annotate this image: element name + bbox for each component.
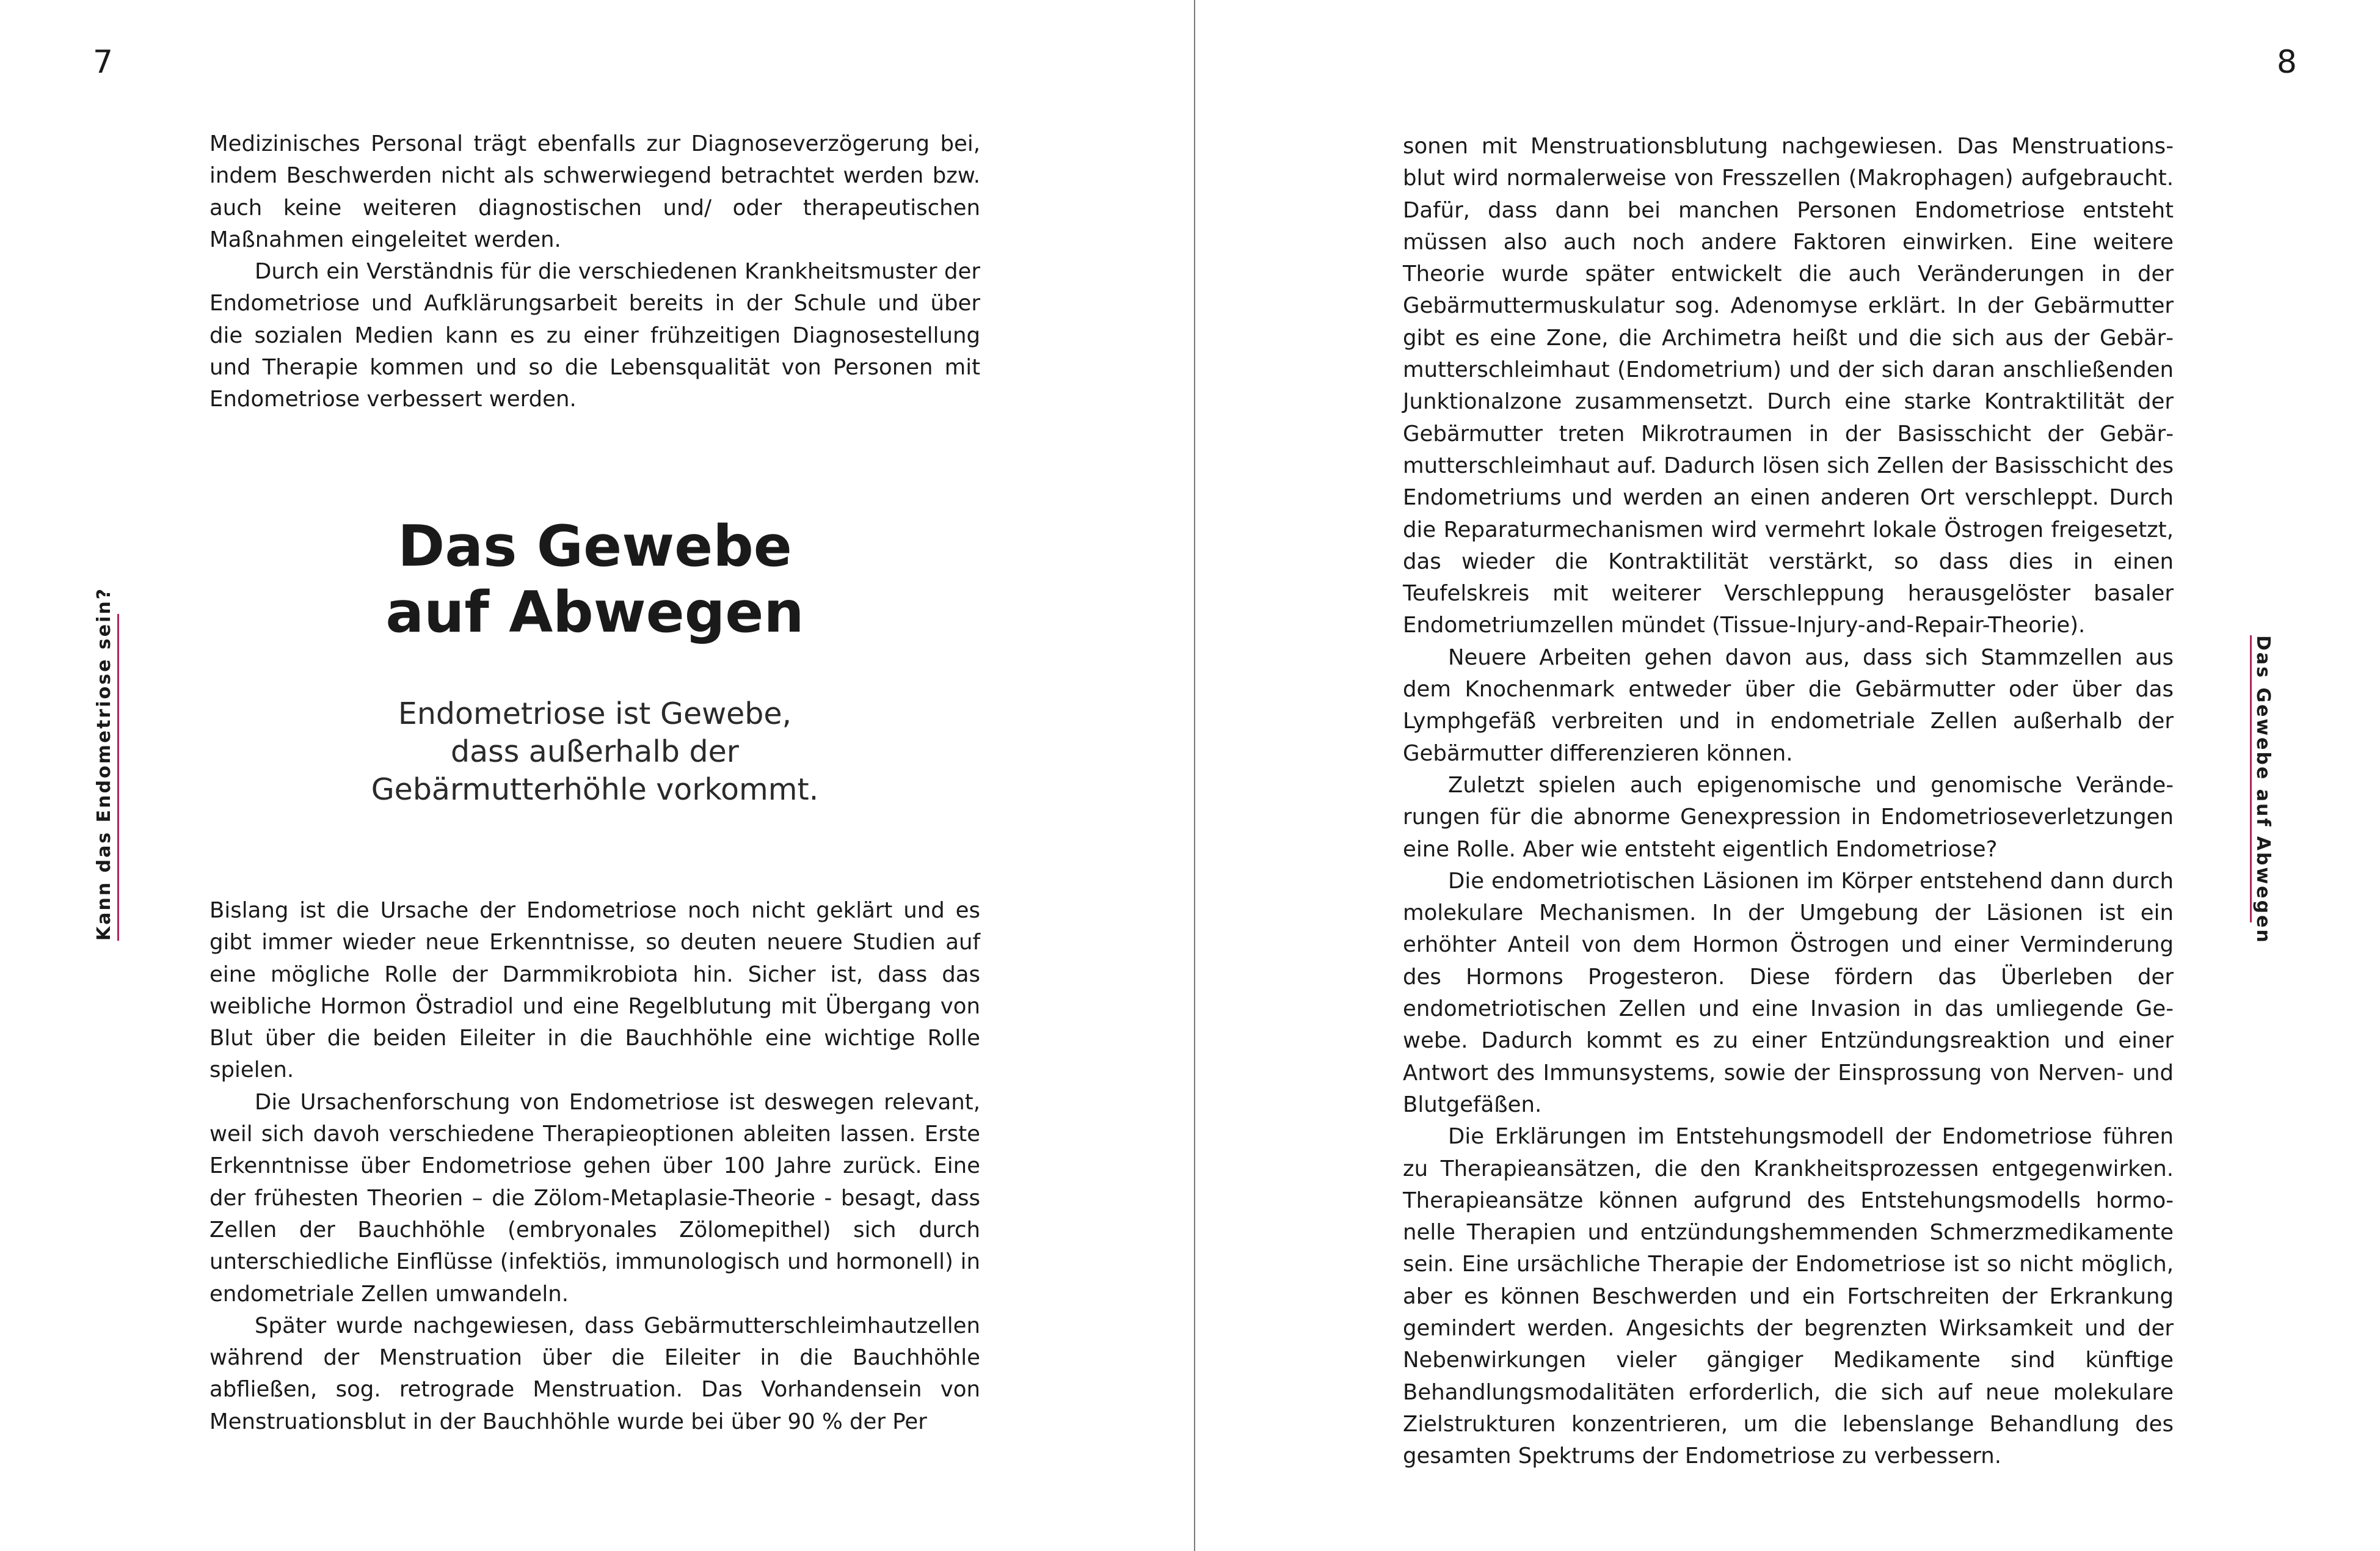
- paragraph: Später wurde nachgewiesen, dass Gebärmutterschleimhautzellen während der Menstruation über die Eileiter in die Bauchhöhle abfließen, sog. retrograde Menstruation. Das Vorhandensein von Menstruationsblut in der Bauchhöhle wurde bei über 90 % der Per: [209, 1313, 980, 1434]
- paragraph: Durch ein Verständnis für die verschiedenen Krankheitsmuster der Endometriose und Aufklärungsarbeit bereits in der Schule und über die sozialen Medien kann es zu einer frühzeitigen Diagnosestellung und Therapie kommen und so die Lebensqualität von Personen mit Endometriose verbessert werden.: [209, 259, 980, 412]
- chapter-heading-line: Das Gewebe: [398, 513, 792, 579]
- chapter-lead: [209, 695, 980, 809]
- chapter-lead-line: Gebärmutterhöhle vorkommt.: [371, 772, 819, 807]
- page-number-right: 8: [2276, 44, 2297, 81]
- body-text-right: [1403, 131, 2174, 1472]
- paragraph: Medizinisches Personal trägt ebenfalls zur Diagnoseverzögerung bei, indem Beschwerden nicht als schwerwiegend betrachtet werden bzw. auch keine weiteren diagnostischen und/ oder therapeutischen Maßnahmen eingeleitet werden.: [209, 131, 980, 252]
- chapter-heading: [209, 513, 980, 645]
- paragraph: sonen mit Menstruationsblutung nachgewiesen. Das Menstruationsblut wird normalerweise von Fresszellen (Makrophagen) aufgebraucht. Dafür, dass dann bei manchen Personen Endometriose entsteht müssen also auch noch andere Faktoren einwirken. Eine weitere Theorie wurde später entwickelt die auch Veränderungen in der Gebärmuttermuskulatur sog. Adenomyse erklärt. In der Gebärmutter gibt es eine Zone, die Archimetra heißt und die sich aus der Gebärmutterschleimhaut (Endometrium) und der sich daran anschließenden Junktionalzone zusammensetzt. Durch eine starke Kontraktilität der Gebärmutter treten Mikrotraumen in der Basisschicht der Gebärmutterschleimhaut auf. Dadurch lösen sich Zellen der Basisschicht des Endometriums und werden an einen anderen Ort verschleppt. Durch die Reparaturmechanismen wird vermehrt lokale Östrogen freigesetzt, das wieder die Kontraktilität verstärkt, so dass dies in einen Teufelskreis mit weiterer Verschleppung herausgelöster basaler Endometriumzellen mündet (Tissue-Injury-and-Repair-Theorie).: [1403, 134, 2174, 638]
- chapter-heading-line: auf Abwegen: [385, 579, 804, 645]
- page-number-left: 7: [93, 44, 114, 81]
- paragraph: Zuletzt spielen auch epigenomische und genomische Veränderungen für die abnorme Genexpression in Endometrioseverletzungen eine Rolle. Aber wie entsteht eigentlich Endometriose?: [1403, 772, 2174, 862]
- chapter-lead-line: dass außerhalb der: [451, 734, 739, 769]
- paragraph: Neuere Arbeiten gehen davon aus, dass sich Stammzellen aus dem Knochenmark entweder über die Gebärmutter oder über das Lymphgefäß verbreiten und in endometriale Zellen außerhalb der Gebärmutter differenzieren können.: [1403, 644, 2174, 766]
- chapter-lead-line: Endometriose ist Gewebe,: [398, 696, 792, 731]
- running-head-left: Kann das Endometriose sein?: [93, 586, 115, 941]
- body-text-top: [209, 128, 980, 416]
- body-text-bottom: [209, 895, 980, 1438]
- paragraph: Die Erklärungen im Entstehungsmodell der Endometriose führen zu Therapieansätzen, die den Krankheitsprozessen entgegenwirken. Therapieansätze können aufgrund des Entstehungsmodells hormonelle Therapien und entzündungshemmenden Schmerzmedikamente sein. Eine ursächliche Therapie der Endometriose ist so nicht möglich, aber es können Beschwerden und ein Fortschreiten der Erkrankung gemindert werden. Angesichts der begrenzten Wirksamkeit und der Nebenwirkungen vieler gängiger Medikamente sind künftige Behandlungsmodalitäten erforderlich, die sich auf neue molekulare Zielstrukturen konzentrieren, um die lebenslange Behandlung des gesamten Spektrums der Endometriose zu verbessern.: [1403, 1124, 2174, 1469]
- paragraph: Die endometriotischen Läsionen im Körper entstehend dann durch molekulare Mechanismen. In der Umgebung der Läsionen ist ein erhöhter Anteil von dem Hormon Östrogen und einer Verminderung des Hormons Progesteron. Diese fördern das Überleben der endometriotischen Zellen und eine Invasion in das umliegende Gewebe. Dadurch kommt es zu einer Entzündungsreaktion und einer Antwort des Immunsystems, sowie der Einsprossung von Nerven- und Blutgefäßen.: [1403, 868, 2174, 1117]
- running-head-accent-rule-left: [117, 614, 119, 941]
- paragraph: Bislang ist die Ursache der Endometriose noch nicht geklärt und es gibt immer wieder neue Erkenntnisse, so deuten neuere Studien auf eine mögliche Rolle der Darmmikrobiota hin. Sicher ist, dass das weibliche Hormon Östradiol und eine Regelblutung mit Übergang von Blut über die beiden Eileiter in die Bauchhöhle eine wichtige Rolle spielen.: [209, 898, 980, 1083]
- paragraph: Die Ursachenforschung von Endometriose ist deswegen relevant, weil sich davoh verschiedene Therapieoptionen ableiten lassen. Erste Erkenntnisse über Endometriose gehen über 100 Jahre zurück. Eine der frühesten Theorien – die Zölom-Metaplasie-Theorie - besagt, dass Zellen der Bauchhöhle (embryonales Zölomepithel) sich durch unterschiedliche Einflüsse (infektiös, immunologisch und hormonell) in endometriale Zellen umwandeln.: [209, 1089, 980, 1307]
- running-head-right: Das Gewebe auf Abwegen: [2252, 635, 2274, 944]
- right-page: [1195, 0, 2380, 1551]
